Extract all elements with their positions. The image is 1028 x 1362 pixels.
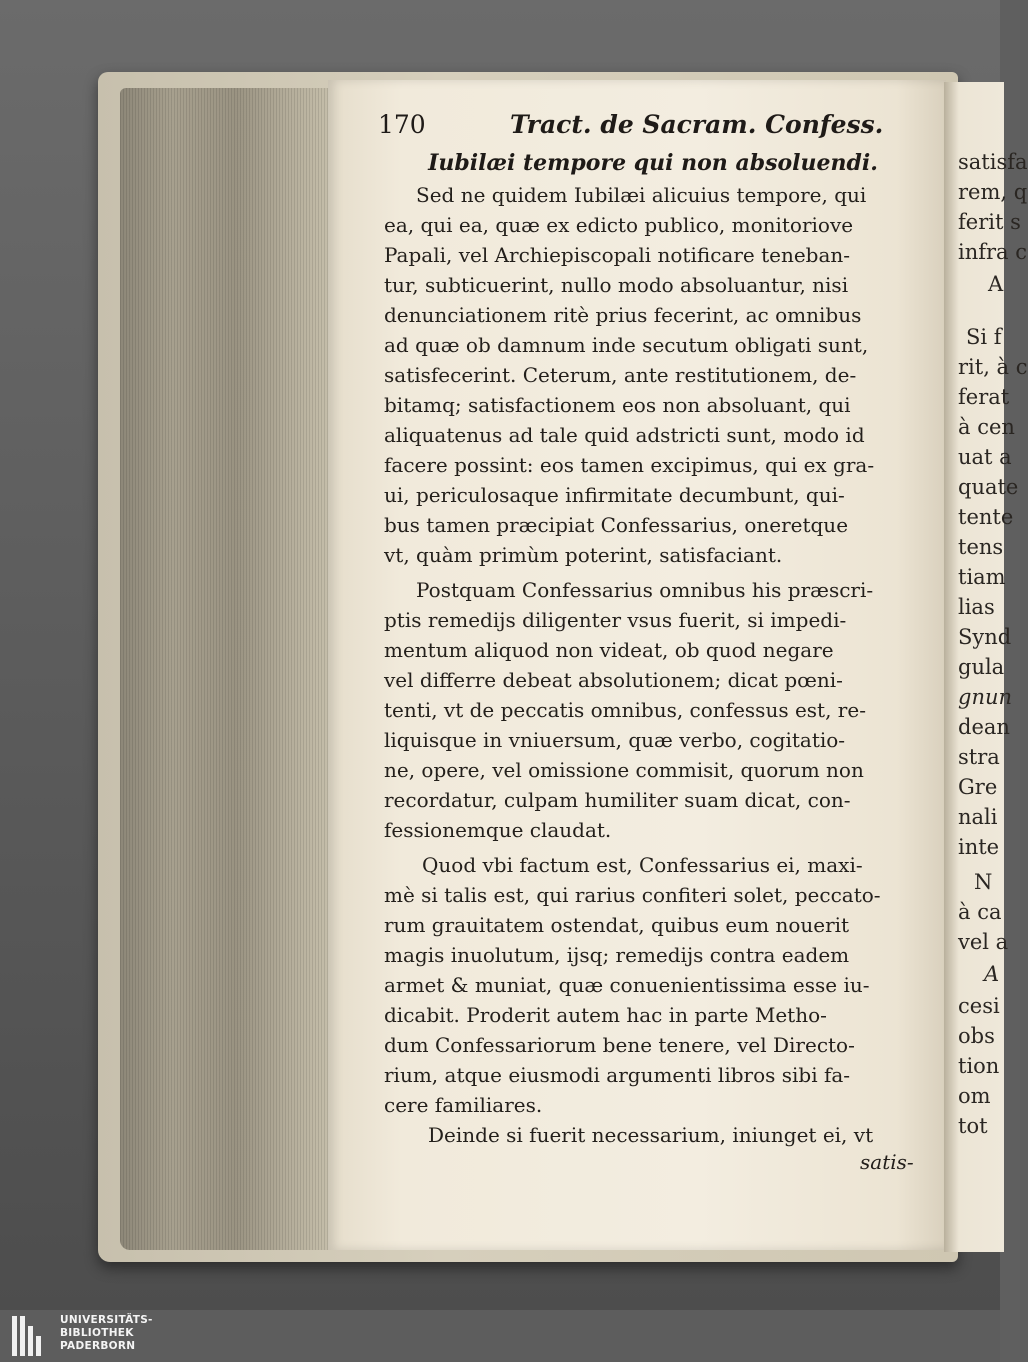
text-line: bus tamen præcipiat Confessarius, oneretque (384, 513, 849, 537)
next-page-fragment: N (974, 870, 993, 894)
text-line: mè si talis est, qui rarius confiteri solet, peccato- (384, 883, 881, 907)
text-line: ad quæ ob damnum inde secutum obligati sunt, (384, 333, 869, 357)
text-line: denunciationem ritè prius fecerint, ac omnibus (384, 303, 862, 327)
text-line: aliquatenus ad tale quid adstricti sunt, modo id (384, 423, 865, 447)
running-title: Tract. de Sacram. Confess. (510, 110, 884, 139)
text-line: fessionemque claudat. (384, 818, 612, 842)
next-page-fragment: Si f (966, 325, 1002, 349)
next-page-fragment: quate (958, 475, 1019, 499)
next-page-fragment: tente (958, 505, 1014, 529)
text-line: Deinde si fuerit necessarium, iniunget ei, vt (428, 1123, 874, 1147)
next-page-fragment: Synd (958, 625, 1012, 649)
next-page-fragment: ferit s (958, 210, 1021, 234)
next-page-fragment: om (958, 1084, 991, 1108)
logo-line: BIBLIOTHEK (60, 1327, 134, 1339)
text-line: Postquam Confessarius omnibus his præscri- (416, 578, 874, 602)
text-line: ne, opere, vel omissione commisit, quorum non (384, 758, 864, 782)
next-page-fragment: gnun (958, 685, 1013, 709)
catchword: satis- (860, 1150, 914, 1174)
logo-line: UNIVERSITÄTS- (60, 1314, 153, 1326)
next-page-fragment: tiam (958, 565, 1006, 589)
next-page-fragment: gula (958, 655, 1005, 679)
text-line: bitamq; satisfactionem eos non absoluant, qui (384, 393, 851, 417)
footer-bar (0, 1310, 1000, 1362)
section-title: Iubilæi tempore qui non absoluendi. (428, 150, 878, 176)
next-page-fragment: dean (958, 715, 1010, 739)
next-page-fragment: nali (958, 805, 998, 829)
logo-line: PADERBORN (60, 1340, 136, 1352)
next-page-fragment: stra (958, 745, 1000, 769)
text-line: mentum aliquod non videat, ob quod negare (384, 638, 834, 662)
text-line: dicabit. Proderit autem hac in parte Metho- (384, 1003, 827, 1027)
text-line: Quod vbi factum est, Confessarius ei, maxi- (422, 853, 863, 877)
text-line: rium, atque eiusmodi argumenti libros sibi fa- (384, 1063, 851, 1087)
next-page-fragment: cesi (958, 994, 1000, 1018)
next-page-fragment: ferat (958, 385, 1010, 409)
text-line: cere familiares. (384, 1093, 543, 1117)
next-page-fragment: Gre (958, 775, 998, 799)
page-header (378, 110, 918, 146)
text-line: rum grauitatem ostendat, quibus eum nouerit (384, 913, 850, 937)
text-line: armet & muniat, quæ conuenientissima esse iu- (384, 973, 870, 997)
text-line: magis inuolutum, ijsq; remedijs contra eadem (384, 943, 850, 967)
text-line: tur, subticuerint, nullo modo absoluantur, nisi (384, 273, 849, 297)
next-page-fragment: uat a (958, 445, 1012, 469)
text-line: liquisque in vniuersum, quæ verbo, cogitatio- (384, 728, 846, 752)
text-line: ui, periculosaque infirmitate decumbunt, qui- (384, 483, 845, 507)
text-line: tenti, vt de peccatis omnibus, confessus est, re- (384, 698, 866, 722)
text-line: facere possint: eos tamen excipimus, qui ex gra- (384, 453, 875, 477)
next-page-fragment: vel a (958, 930, 1009, 954)
library-bars-icon (12, 1316, 52, 1356)
next-page-fragment: infra c (958, 240, 1028, 264)
next-page-fragment: tot (958, 1114, 988, 1138)
text-line: dum Confessariorum bene tenere, vel Directo- (384, 1033, 855, 1057)
next-page-fragment: à cen (958, 415, 1015, 439)
next-page-fragment: rem, q (958, 180, 1028, 204)
next-page-fragment: lias (958, 595, 995, 619)
page-number: 170 (378, 110, 426, 139)
text-line: Papali, vel Archiepiscopali notificare teneban- (384, 243, 851, 267)
text-line: Sed ne quidem Iubilæi alicuius tempore, qui (416, 183, 867, 207)
next-page-fragment: tion (958, 1054, 1000, 1078)
left-page (328, 80, 946, 1250)
next-page-fragment: satisfa (958, 150, 1028, 174)
text-line: satisfecerint. Ceterum, ante restitutionem, de- (384, 363, 857, 387)
next-page-fragment: inte (958, 835, 1000, 859)
text-line: recordatur, culpam humiliter suam dicat, con- (384, 788, 851, 812)
next-page-fragment: A (984, 962, 1000, 986)
next-page-fragment: à ca (958, 900, 1002, 924)
text-line: vel differre debeat absolutionem; dicat pœni- (384, 668, 843, 692)
library-logo-text (60, 1314, 153, 1353)
right-page-edge (944, 82, 1028, 1252)
text-line: vt, quàm primùm poterint, satisfaciant. (384, 543, 783, 567)
page-edges (120, 88, 330, 1250)
next-page-fragment: A (988, 272, 1004, 296)
next-page-fragment: rit, à c (958, 355, 1028, 379)
text-line: ea, qui ea, quæ ex edicto publico, monitoriove (384, 213, 854, 237)
text-line: ptis remedijs diligenter vsus fuerit, si impedi- (384, 608, 847, 632)
next-page-fragment: obs (958, 1024, 995, 1048)
next-page-fragment: tens (958, 535, 1004, 559)
